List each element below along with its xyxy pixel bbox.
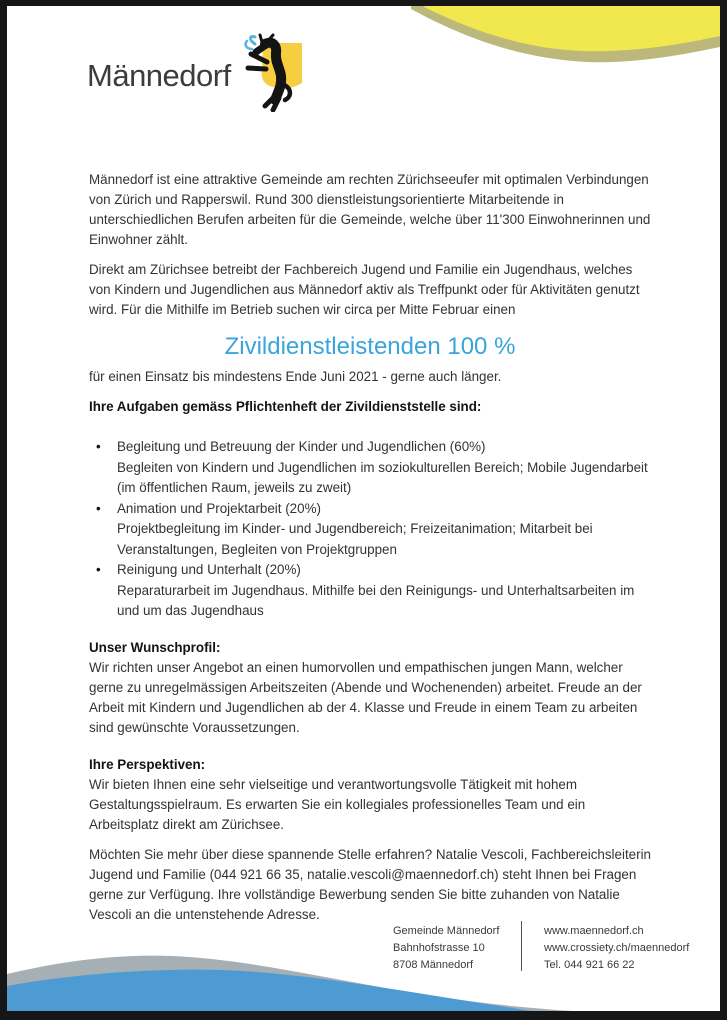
- profile-heading: Unser Wunschprofil:: [89, 639, 221, 655]
- perspectives-section: [89, 755, 651, 835]
- tasks-list: [89, 437, 651, 622]
- task-item: [89, 499, 651, 561]
- perspectives-heading: Ihre Perspektiven:: [89, 756, 206, 772]
- municipality-logo: [87, 40, 305, 112]
- maennedorf-coat-of-arms-icon: [239, 32, 305, 112]
- task-title: • Reinigung und Unterhalt (20%): [117, 562, 301, 577]
- profile-body: Wir richten unser Angebot an einen humorvollen und empathischen jungen Mann, welcher gerne zu unregelmässigen Arbeitszeiten (Abende und Wochenenden) arbeitet. Freude an der Arbeit mit Kindern und Jugendlichen ab der 4. Klasse und Freude in einem Team zu arbeiten sind gewünschte Voraussetzungen.: [89, 659, 642, 735]
- intro-paragraph-2: Direkt am Zürichsee betreibt der Fachbereich Jugend und Familie ein Jugendhaus, welches von Kindern und Jugendlichen aus Männedorf aktiv als Treffpunkt oder für Aktivitäten genutzt wird. Für die Mithilfe im Betrieb suchen wir circa per Mitte Februar einen: [89, 262, 640, 317]
- task-title: • Animation und Projektarbeit (20%): [117, 500, 321, 516]
- task-item: [89, 560, 651, 622]
- letter-page: [7, 6, 720, 1011]
- footer-phone: Tel. 044 921 66 22: [544, 959, 635, 971]
- perspectives-body: Wir bieten Ihnen eine sehr vielseitige und verantwortungsvolle Tätigkeit mit hohem Gestaltungsspielraum. Es erwarten Sie ein kollegiales professionelles Team und ein Arbeitsplatz direkt am Zürichsee.: [89, 776, 586, 832]
- intro-paragraph-1: Männedorf ist eine attraktive Gemeinde am rechten Zürichseeufer mit optimalen Verbindungen von Zürich und Rapperswil. Rund 300 dienstleistungsorientierte Mitarbeitende in unterschiedlichen Berufen arbeiten für die Gemeinde, welche über 11'300 Einwohnerinnen und Einwohner zählt.: [89, 172, 651, 247]
- letter-body: [89, 170, 651, 935]
- task-detail: Begleiten von Kindern und Jugendlichen im soziokulturellen Bereich; Mobile Jugendarbeit (im öffentlichen Raum, jeweils zu zweit): [117, 459, 648, 495]
- duration-note: für einen Einsatz bis mindestens Ende Juni 2021 - gerne auch länger.: [89, 369, 502, 384]
- tasks-heading: Ihre Aufgaben gemäss Pflichtenheft der Zivildienststelle sind:: [89, 399, 482, 414]
- footer-wave-decoration: [7, 937, 720, 1011]
- task-title: • Begleitung und Betreuung der Kinder und Jugendlichen (60%): [117, 439, 486, 454]
- task-detail: Reparaturarbeit im Jugendhaus. Mithilfe bei den Reinigungs- und Unterhaltsarbeiten im und um das Jugendhaus: [117, 582, 635, 618]
- logo-wordmark: Männedorf: [87, 58, 231, 93]
- footer-address-line: 8708 Männedorf: [393, 959, 474, 971]
- task-item: [89, 437, 651, 499]
- footer-crossiety-link: www.crossiety.ch/maennedorf: [544, 942, 690, 954]
- task-detail: Projektbegleitung im Kinder- und Jugendbereich; Freizeitanimation; Mitarbeit bei Veranstaltungen, Begleiten von Projektgruppen: [117, 521, 593, 557]
- footer-address-line: Bahnhofstrasse 10: [393, 942, 485, 954]
- header-wave-decoration: [396, 6, 720, 70]
- job-title: Zivildienstleistenden 100 %: [224, 333, 516, 360]
- footer-website: www.maennedorf.ch: [544, 925, 644, 937]
- footer-address-line: Gemeinde Männedorf: [393, 925, 500, 937]
- closing-paragraph: Möchten Sie mehr über diese spannende Stelle erfahren? Natalie Vescoli, Fachbereichsleiterin Jugend und Familie (044 921 66 35, natalie.vescoli@maennedorf.ch) steht Ihnen bei Fragen gerne zur Verfügung. Ihre vollständige Bewerbung senden Sie bitte zuhanden von Natalie Vescoli an die untenstehende Adresse.: [89, 846, 651, 922]
- profile-section: [89, 638, 651, 738]
